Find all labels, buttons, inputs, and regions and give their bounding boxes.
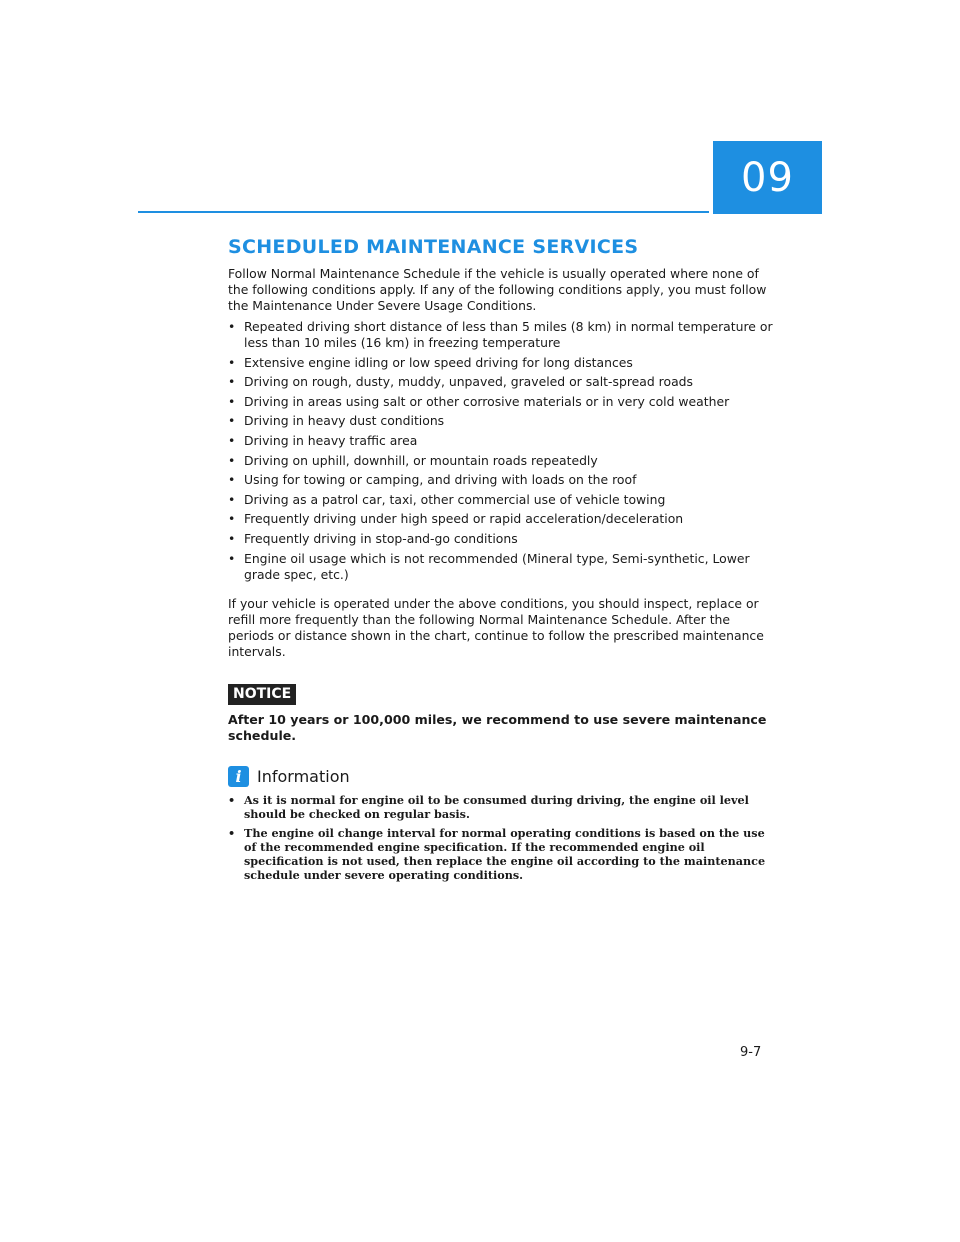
list-item: • Frequently driving in stop-and-go conditions xyxy=(228,531,773,547)
intro-paragraph: Follow Normal Maintenance Schedule if the vehicle is usually operated where none of the following conditions apply. If any of the following conditions apply, you must follow the Maintenance Under Severe Usage Conditions. xyxy=(228,266,767,313)
header-rule xyxy=(138,211,709,213)
notice-badge: NOTICE xyxy=(228,684,296,705)
list-item: • Driving as a patrol car, taxi, other commercial use of vehicle towing xyxy=(228,492,773,508)
info-icon: i xyxy=(228,766,249,787)
list-item: • Using for towing or camping, and driving with loads on the roof xyxy=(228,472,773,488)
list-item: • Extensive engine idling or low speed driving for long distances xyxy=(228,355,773,371)
page-number: 9-7 xyxy=(740,1045,762,1060)
notice-text: After 10 years or 100,000 miles, we recommend to use severe maintenance schedule. xyxy=(228,711,767,743)
information-list xyxy=(228,793,773,882)
list-item: • Frequently driving under high speed or rapid acceleration/deceleration xyxy=(228,511,773,527)
followup-paragraph: If your vehicle is operated under the above conditions, you should inspect, replace or refill more frequently than the following Normal Maintenance Schedule. After the periods or distance shown in the chart, continue to follow the prescribed maintenance intervals. xyxy=(228,595,764,659)
page-content xyxy=(228,236,773,887)
list-item: • As it is normal for engine oil to be consumed during driving, the engine oil level should be checked on regular basis. xyxy=(228,793,773,821)
list-item: • Repeated driving short distance of less than 5 miles (8 km) in normal temperature or less than 10 miles (16 km) in freezing temperature xyxy=(228,319,773,351)
list-item: • Driving on rough, dusty, muddy, unpaved, graveled or salt-spread roads xyxy=(228,374,773,390)
information-title: Information xyxy=(257,766,350,786)
list-item: • Engine oil usage which is not recommended (Mineral type, Semi-synthetic, Lower grade spec, etc.) xyxy=(228,551,773,583)
chapter-tab xyxy=(713,141,822,214)
list-item: • Driving in heavy dust conditions xyxy=(228,413,773,429)
list-item: • Driving on uphill, downhill, or mountain roads repeatedly xyxy=(228,453,773,469)
list-item: • Driving in heavy traffic area xyxy=(228,433,773,449)
list-item: • Driving in areas using salt or other corrosive materials or in very cold weather xyxy=(228,394,773,410)
list-item: • The engine oil change interval for normal operating conditions is based on the use of the recommended engine specification. If the recommended engine oil specification is not used, then replace the engine oil according to the maintenance schedule under severe operating conditions. xyxy=(228,826,773,882)
section-title: SCHEDULED MAINTENANCE SERVICES xyxy=(228,236,639,258)
chapter-number: 09 xyxy=(741,154,794,201)
conditions-list xyxy=(228,319,773,583)
information-heading xyxy=(228,766,773,787)
